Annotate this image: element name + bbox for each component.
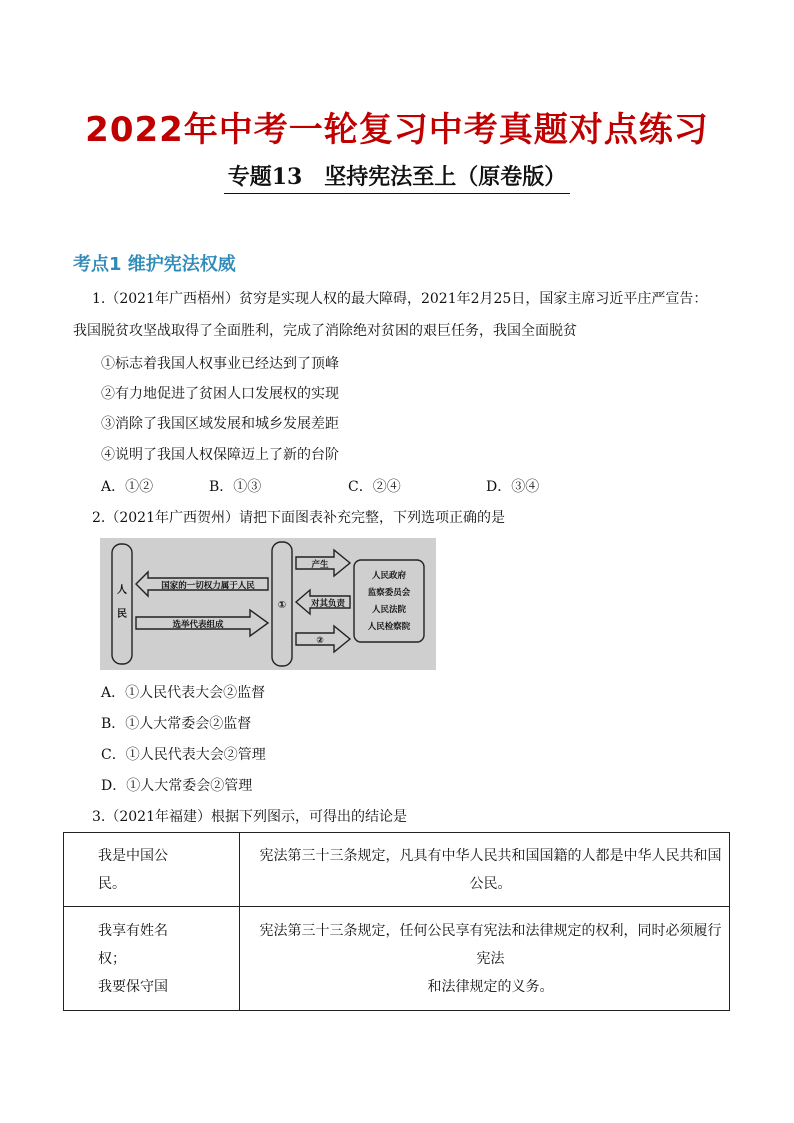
q2-diagram-svg [100,538,436,670]
q1-option-b: B．①③ [209,479,262,495]
row1-left-line1: 我是中国公 [98,847,168,864]
q2-option-d: D．①人大常委会②管理 [101,778,253,794]
row2-left-line2: 权； [98,950,126,967]
arrow3-label: 产生 [311,560,329,570]
row1-left-line2: 民。 [98,875,126,892]
organ-2: 监察委员会 [367,588,411,598]
people-bar [112,544,132,664]
arrow4-label: 对其负责 [310,599,346,609]
arrow1-label: 国家的一切权力属于人民 [161,581,255,591]
q2-option-a: A．①人民代表大会②监督 [101,685,266,701]
q2-stem: 2.（2021年广西贺州）请把下面图表补充完整，下列选项正确的是 [92,510,505,526]
row2-right-line2: 和法律规定的义务。 [427,978,554,995]
table-row [64,833,730,907]
row1-right-cell [240,833,730,907]
people-label-bottom: 民 [117,609,127,620]
subtitle-text: 专题13 坚持宪法至上（原卷版） [224,164,571,194]
arrow5-label: ② [316,636,324,646]
page-subtitle [0,160,794,191]
q2-option-c: C．①人民代表大会②管理 [101,747,266,763]
row2-right-cell [240,907,730,1011]
row1-right-line1: 宪法第三十三条规定，凡具有中华人民共和国国籍的人都是中华人民共和国公民。 [259,847,722,892]
q1-option-c: C．②④ [348,479,401,495]
people-label-top: 人 [117,585,127,596]
organ-4: 人民检察院 [367,622,411,632]
row2-left-line1: 我享有姓名 [98,922,168,939]
q2-option-b: B．①人大常委会②监督 [101,716,252,732]
row2-left-line3: 我要保守国 [98,978,168,995]
q2-diagram [100,538,436,670]
q1-item-3: ③消除了我国区域发展和城乡发展差距 [101,416,339,432]
q1-stem-line2: 我国脱贫攻坚战取得了全面胜利，完成了消除绝对贫困的艰巨任务，我国全面脱贫 [73,323,577,339]
organ-1: 人民政府 [371,571,407,581]
q1-option-d: D．③④ [486,479,540,495]
q1-item-4: ④说明了我国人权保障迈上了新的台阶 [101,447,339,463]
organ-3: 人民法院 [371,605,407,615]
row2-right-line1: 宪法第三十三条规定，任何公民享有宪法和法律规定的权利，同时必须履行宪法 [259,922,722,967]
q1-item-1: ①标志着我国人权事业已经达到了顶峰 [101,356,339,372]
q1-item-2: ②有力地促进了贫困人口发展权的实现 [101,386,339,402]
table-row [64,907,730,1011]
middle-label: ① [277,600,287,611]
row1-left-cell [64,833,240,907]
page-title: 2022年中考一轮复习中考真题对点练习 [85,110,709,150]
row2-left-cell [64,907,240,1011]
q1-option-a: A．①② [101,479,154,495]
q3-stem: 3.（2021年福建）根据下列图示，可得出的结论是 [92,809,407,825]
q3-table [63,832,730,1011]
arrow2-label: 选举代表组成 [172,620,224,630]
q1-stem-line1: 1.（2021年广西梧州）贫穷是实现人权的最大障碍，2021年2月25日，国家主席习近平庄严宣告： [92,291,708,307]
section-heading: 考点1 维护宪法权威 [73,254,236,275]
